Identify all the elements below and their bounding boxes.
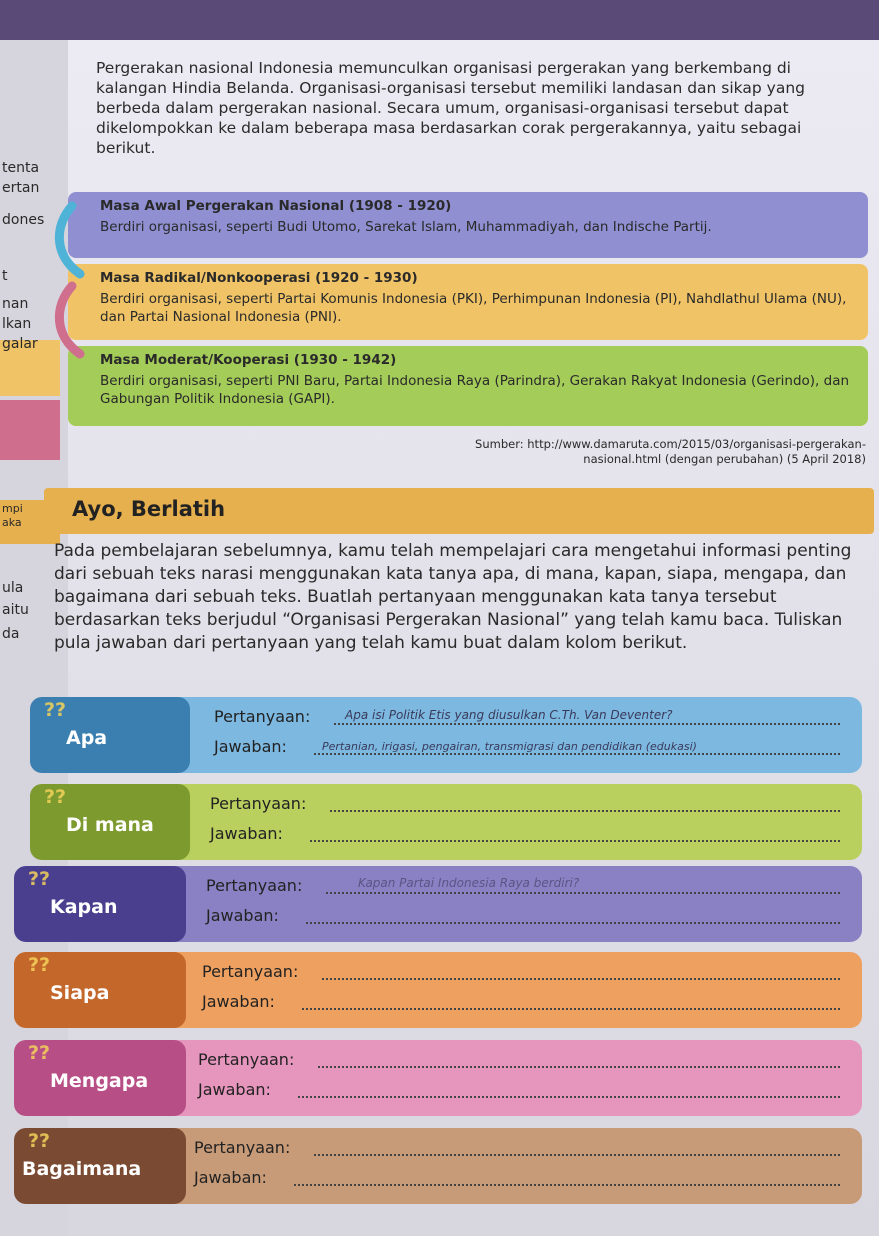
handwritten-answer: Kapan Partai Indonesia Raya berdiri?	[358, 876, 580, 890]
pertanyaan-answer-field[interactable]	[334, 723, 840, 725]
edge-text: mpi	[2, 502, 23, 515]
jawaban-label: Jawaban:	[194, 1168, 267, 1187]
question-word: Bagaimana	[22, 1158, 142, 1180]
pertanyaan-label: Pertanyaan:	[202, 962, 299, 981]
period-description: Berdiri organisasi, seperti Partai Komunis Indonesia (PKI), Perhimpunan Indonesia (PI), Nahdlathul Ulama (NU), dan Partai Nasional Indonesia (PNI).	[100, 291, 847, 325]
edge-text: da	[2, 626, 20, 642]
handwritten-answer: Pertanian, irigasi, pengairan, transmigrasi dan pendidikan (edukasi)	[322, 740, 697, 753]
question-word: Mengapa	[50, 1070, 149, 1092]
jawaban-label: Jawaban:	[198, 1080, 271, 1099]
question-word-label	[14, 1040, 186, 1116]
jawaban-answer-field[interactable]	[294, 1184, 840, 1186]
jawaban-answer-field[interactable]	[306, 922, 840, 924]
pertanyaan-label: Pertanyaan:	[214, 707, 311, 726]
period-description: Berdiri organisasi, seperti Budi Utomo, Sarekat Islam, Muhammadiyah, dan Indische Partij.	[100, 219, 712, 235]
edge-color-band	[0, 400, 60, 460]
intro-paragraph: Pergerakan nasional Indonesia memunculkan organisasi pergerakan yang berkembang di kalangan Hindia Belanda. Organisasi-organisasi tersebut memiliki landasan dan sikap yang berbeda dalam pergerakan nasional. Secara umum, organisasi-organisasi tersebut dapat dikelompokkan ke dalam beberapa masa berdasarkan corak pergerakannya, yaitu sebagai berikut.	[96, 59, 805, 157]
question-word: Kapan	[50, 896, 118, 918]
jawaban-answer-field[interactable]	[310, 840, 840, 842]
edge-text: dones	[2, 212, 45, 228]
period-title: Masa Awal Pergerakan Nasional (1908 - 1920)	[100, 198, 452, 214]
pertanyaan-answer-field[interactable]	[322, 978, 840, 980]
edge-text: aitu	[2, 602, 29, 618]
question-word: Siapa	[50, 982, 110, 1004]
timeline-arrows	[52, 196, 92, 416]
question-word: Di mana	[66, 814, 154, 836]
handwritten-answer: Apa isi Politik Etis yang diusulkan C.Th. Van Deventer?	[345, 708, 673, 722]
section-title: Ayo, Berlatih	[72, 497, 226, 521]
period-description: Berdiri organisasi, seperti PNI Baru, Partai Indonesia Raya (Parindra), Gerakan Rakyat Indonesia (Gerindo), dan Gabungan Politik Indonesia (GAPI).	[100, 373, 850, 407]
edge-text: ula	[2, 580, 24, 596]
question-word-label	[14, 952, 186, 1028]
source-citation: Sumber: http://www.damaruta.com/2015/03/organisasi-pergerakan-nasional.html (dengan perubahan) (5 April 2018)	[475, 437, 866, 466]
pertanyaan-label: Pertanyaan:	[198, 1050, 295, 1069]
period-card-awal	[68, 192, 868, 258]
jawaban-label: Jawaban:	[214, 737, 287, 756]
period-title: Masa Moderat/Kooperasi (1930 - 1942)	[100, 352, 397, 368]
pertanyaan-answer-field[interactable]	[314, 1154, 840, 1156]
edge-text: tenta	[2, 160, 40, 176]
jawaban-answer-field[interactable]	[314, 753, 840, 755]
question-mark-icon: ??	[28, 1042, 51, 1064]
pertanyaan-answer-field[interactable]	[330, 810, 840, 812]
pertanyaan-label: Pertanyaan:	[210, 794, 307, 813]
jawaban-label: Jawaban:	[210, 824, 283, 843]
question-word-label	[30, 784, 190, 860]
question-word-label	[14, 866, 186, 942]
question-mark-icon: ??	[28, 954, 51, 976]
question-mark-icon: ??	[28, 1130, 51, 1152]
question-word: Apa	[66, 727, 108, 749]
pertanyaan-answer-field[interactable]	[326, 892, 840, 894]
jawaban-answer-field[interactable]	[298, 1096, 840, 1098]
pertanyaan-label: Pertanyaan:	[206, 876, 303, 895]
edge-text: t	[2, 268, 8, 284]
pertanyaan-answer-field[interactable]	[318, 1066, 840, 1068]
instruction-paragraph: Pada pembelajaran sebelumnya, kamu telah mempelajari cara mengetahui informasi penting dari sebuah teks narasi menggunakan kata tanya apa, di mana, kapan, siapa, mengapa, dan bagaimana dari sebuah teks. Buatlah pertanyaan menggunakan kata tanya tersebut berdasarkan teks berjudul “Organisasi Pergerakan Nasional” yang telah kamu baca. Tuliskan pula jawaban dari pertanyaan yang telah kamu buat dalam kolom berikut.	[54, 541, 852, 653]
edge-text: galar	[2, 336, 38, 352]
edge-text: lkan	[2, 316, 32, 332]
jawaban-label: Jawaban:	[206, 906, 279, 925]
jawaban-answer-field[interactable]	[302, 1008, 840, 1010]
question-mark-icon: ??	[44, 699, 67, 721]
period-title: Masa Radikal/Nonkooperasi (1920 - 1930)	[100, 270, 418, 286]
question-mark-icon: ??	[44, 786, 67, 808]
arrow-icon	[59, 206, 80, 274]
edge-text: aka	[2, 516, 22, 529]
question-word-label	[14, 1128, 186, 1204]
pertanyaan-label: Pertanyaan:	[194, 1138, 291, 1157]
jawaban-label: Jawaban:	[202, 992, 275, 1011]
period-card-radikal	[68, 264, 868, 340]
question-mark-icon: ??	[28, 868, 51, 890]
period-card-moderat	[68, 346, 868, 426]
edge-text: nan	[2, 296, 29, 312]
question-word-label	[30, 697, 190, 773]
edge-text: ertan	[2, 180, 40, 196]
arrow-icon	[59, 286, 80, 354]
